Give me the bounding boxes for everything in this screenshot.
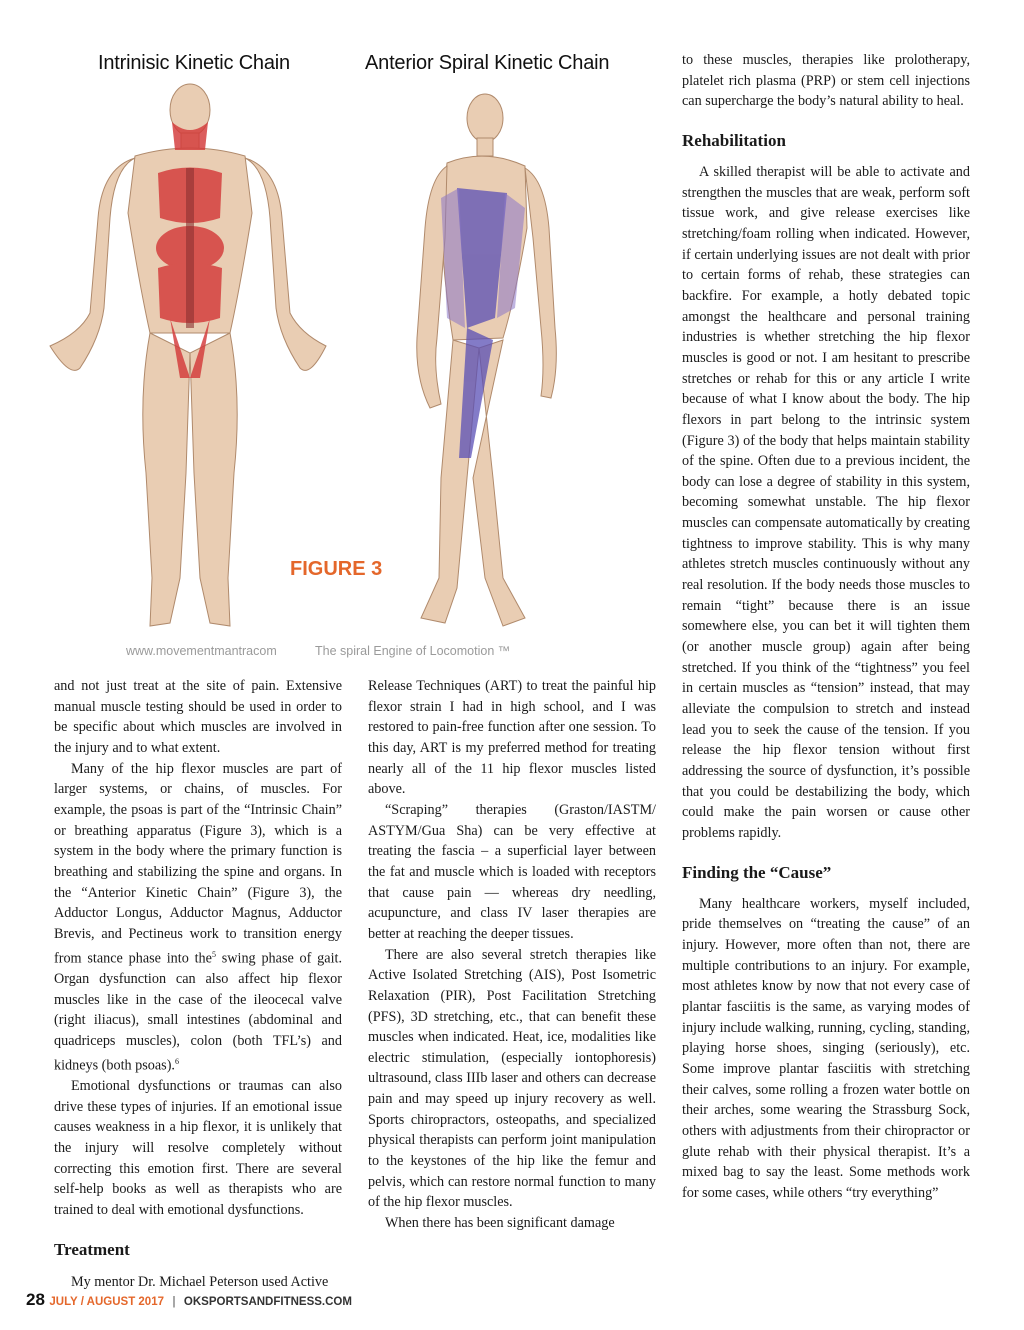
paragraph: Emotional dysfunctions or traumas can also drive these types of injuries. If an emotional issue causes weakness in a hip flexor, it is unlikely that the injury will resolve completely without correcting this emotion first. There are several self-help books as well as therapists who are trained to deal with emotional dysfunctions.: [54, 1077, 342, 1218]
page-footer: [26, 1290, 352, 1310]
section-heading-rehabilitation: Rehabilitation: [682, 130, 786, 150]
section-heading-finding-the-cause: Finding the “Cause”: [682, 862, 832, 882]
paragraph: to these muscles, therapies like prolotherapy, platelet rich plasma (PRP) or stem cell injections can supercharge the body’s natural ability to heal.: [682, 52, 970, 110]
website-link[interactable]: OKSPORTSANDFITNESS.COM: [183, 1296, 352, 1308]
figure-title-intrinsic: Intrinisic Kinetic Chain: [98, 52, 290, 74]
paragraph: Release Techniques (ART) to treat the painful hip flexor strain I had in high school, and I was restored to pain-free function after one session. To this day, ART is my preferred method for treating nearly all of the 11 hip flexor muscles listed above.: [368, 678, 656, 798]
section-heading-treatment: Treatment: [54, 1239, 130, 1259]
paragraph: When there has been significant damage: [385, 1215, 615, 1232]
figure-3-label: FIGURE 3: [290, 558, 383, 580]
figure-credit-website: www.movementmantracom: [126, 644, 277, 658]
paragraph: My mentor Dr. Michael Peterson used Active: [71, 1273, 329, 1290]
figure-title-anterior-spiral: Anterior Spiral Kinetic Chain: [365, 52, 610, 74]
paragraph: A skilled therapist will be able to activate and strengthen the muscles that are weak, perform soft tissue work, and give release exercises like stretching/foam rolling when indicated. However, if certain underlying issues are not dealt with prior to certain forms of rehab, these strategies can backfire. For example, a hotly debated topic amongst the healthcare and personal training industries is whether stretching the hip flexor muscles is good or not. I am hesitant to prescribe stretches or rehab for this or any article I write because of what I know about the body. The hip flexors in part belong to the intrinsic system (Figure 3) of the body that helps maintain stability of the spine. Often due to a previous incident, the body can lose a degree of stability in this system, becoming somewhat unstable. The hip flexor muscles can compensate automatically by creating tightness to improve stability. This is why many athletes stretch muscles continuously without any real resolution. If the body needs those muscles to remain “tight” because there is an issue somewhere else, you can bet it will tighten them (or another muscle group) again after being stretched. If you think of the “tightness” you feel in certain muscles as “tension” instead, that may alleviate the compulsion to stretch and instead lead you to seek the cause of the tension. If you release the hip flexor tension without first addressing the source of dysfunction, it’s possible that you could be destabilizing the body, which could make the pain worsen or cause other problems rapidly.: [682, 163, 970, 841]
footnote-ref: 5: [211, 949, 216, 959]
anatomy-figure: [40, 38, 665, 668]
paragraph: There are also several stretch therapies like Active Isolated Stretching (AIS), Post Isometric Relaxation (PIR), Post Facilitation Stretching (PFS), 3D stretching, etc., that can benefit these muscles when indicated. Heat, ice, modalities like electric stimulation, (especially iontophoresis) ultrasound, class IIIb laser and others can decrease pain and may speed up injury recovery as well. Sports chiropractors, osteopaths, and specialized physical therapists can perform joint manipulation to the keystones of the hip like the femur and pelvis, which can restore normal function to many of the hip flexor muscles.: [368, 946, 656, 1211]
page-number: 28: [26, 1290, 45, 1309]
middle-column: [368, 676, 656, 1234]
intrinsic-chain-anatomy-illustration: [40, 78, 330, 638]
figure-credit-tagline: The spiral Engine of Locomotion ™: [315, 644, 511, 658]
left-column: [54, 676, 342, 1292]
paragraph: and not just treat at the site of pain. Extensive manual muscle testing should be used in order to be specific about which muscles are involved in the injury and to what extent.: [54, 678, 342, 756]
paragraph: “Scraping” therapies (Graston/IASTM/ ASTYM/Gua Sha) can be very effective at treating the fascia – a superficial layer between the fat and muscle which is loaded with receptors that cause pain — whereas dry needling, acupuncture, and class IV laser therapies are better at reaching the deeper tissues.: [368, 801, 656, 942]
right-column: [682, 50, 970, 1203]
footnote-ref: 6: [174, 1056, 179, 1066]
anterior-spiral-chain-anatomy-illustration: [375, 78, 605, 638]
footer-separator: |: [172, 1296, 176, 1308]
paragraph: Many of the hip flexor muscles are part of larger systems, or chains, of muscles. For example, the psoas is part of the “Intrinsic Chain” or breathing apparatus (Figure 3), which is a system in the body where the primary function is breathing and stabilizing the spine and organs. In the “Anterior Kinetic Chain” (Figure 3), the Adductor Longus, Adductor Magnus, Adductor Brevis, and Pectineus work to transition energy from stance phase into the$^5$ swing phase of gait. Organ dysfunction can also affect hip flexor muscles like in the case of the ileocecal valve (right iliacus), small intestines (abdominal and quadriceps muscles), colon (both TFL’s) and kidneys (both psoas).$^6$: [54, 760, 343, 1074]
paragraph: Many healthcare workers, myself included, pride themselves on “treating the cause” of an injury. However, more often than not, there are multiple contributions to an injury. For example, most athletes know by now that not every case of plantar fasciitis is the same, as varying modes of injury include walking, running, cycling, standing, playing horse shoes, singing (seriously), etc. Some improve plantar fasciitis with stretching their calves, some rolling a frozen water bottle on their arches, some wearing the Strassburg Sock, others with adjustments from their chiropractor or glute rehab with their physical therapist. It’s a mixed bag to say the least. Some methods work for some cases, while others “try everything”: [682, 895, 970, 1201]
issue-date: JULY / AUGUST 2017: [49, 1296, 164, 1308]
